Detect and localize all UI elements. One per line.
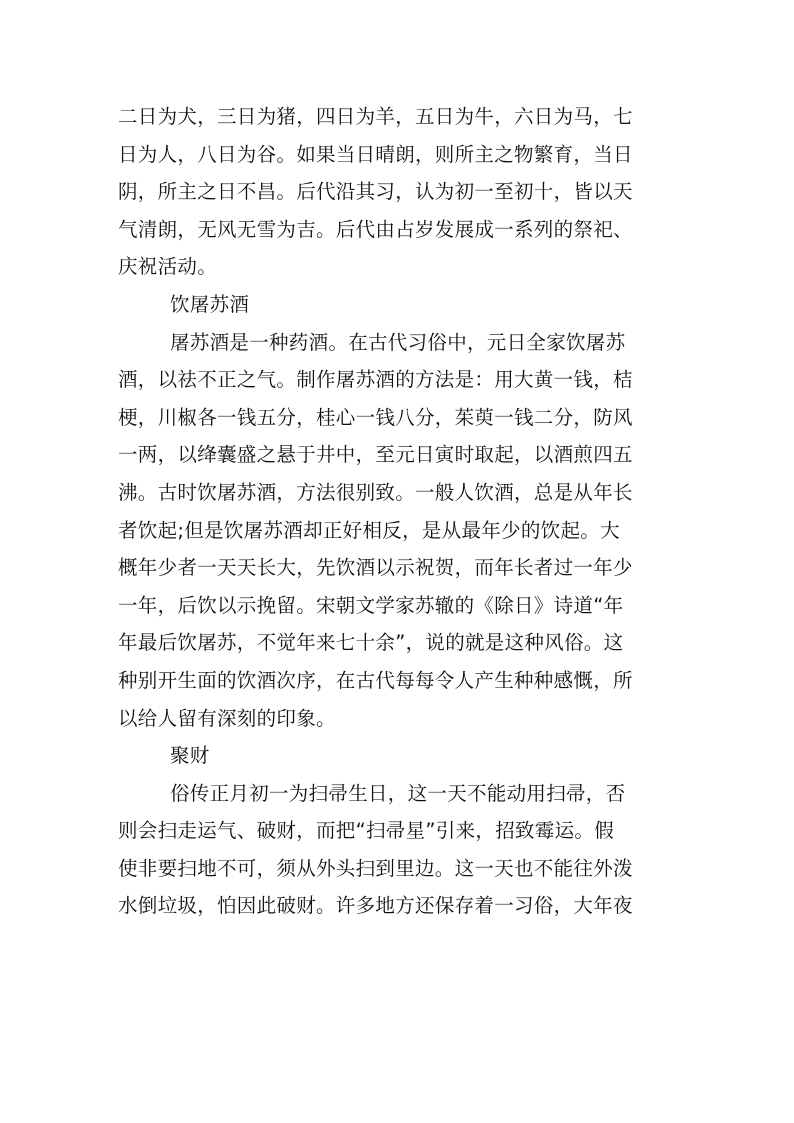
paragraph-line: 气清朗，无风无雪为吉。后代由占岁发展成一系列的祭祀、 bbox=[118, 217, 633, 241]
paragraph-line: 者饮起;但是饮屠苏酒却正好相反，是从最年少的饮起。大 bbox=[118, 518, 620, 542]
paragraph-line: 以给人留有深刻的印象。 bbox=[118, 706, 336, 730]
paragraph-line-indented: 聚财 bbox=[170, 744, 210, 768]
paragraph-line: 一年，后饮以示挽留。宋朝文学家苏辙的《除日》诗道“年 bbox=[118, 593, 624, 617]
paragraph-line: 二日为犬，三日为猪，四日为羊，五日为牛，六日为马，七 bbox=[118, 105, 633, 128]
paragraph-line: 庆祝活动。 bbox=[118, 255, 218, 279]
paragraph-line-indented: 饮屠苏酒 bbox=[170, 292, 250, 316]
paragraph-line: 则会扫走运气、破财，而把“扫帚星”引来，招致霉运。假 bbox=[118, 819, 615, 843]
paragraph-line: 沸。古时饮屠苏酒，方法很别致。一般人饮酒，总是从年长 bbox=[118, 480, 633, 504]
paragraph-line: 阴，所主之日不昌。后代沿其习，认为初一至初十，皆以天 bbox=[118, 180, 633, 204]
paragraph-line-indented: 俗传正月初一为扫帚生日，这一天不能动用扫帚，否 bbox=[170, 781, 626, 805]
paragraph-line: 一两，以绛囊盛之悬于井中，至元日寅时取起，以酒煎四五 bbox=[118, 443, 633, 467]
paragraph-line: 概年少者一天天长大，先饮酒以示祝贺，而年长者过一年少 bbox=[118, 556, 633, 580]
paragraph-line: 水倒垃圾，怕因此破财。许多地方还保存着一习俗，大年夜 bbox=[118, 894, 633, 918]
paragraph-line-indented: 屠苏酒是一种药酒。在古代习俗中，元日全家饮屠苏 bbox=[170, 330, 626, 354]
body-text bbox=[118, 98, 688, 925]
paragraph-line: 日为人，八日为谷。如果当日晴朗，则所主之物繁育，当日 bbox=[118, 142, 633, 166]
paragraph-line: 梗，川椒各一钱五分，桂心一钱八分，茱萸一钱二分，防风 bbox=[118, 405, 633, 429]
paragraph-line: 种别开生面的饮酒次序，在古代每每令人产生种种感慨，所 bbox=[118, 668, 633, 692]
paragraph-line: 酒，以祛不正之气。制作屠苏酒的方法是：用大黄一钱，桔 bbox=[118, 368, 633, 392]
paragraph-line: 年最后饮屠苏，不觉年来七十余”，说的就是这种风俗。这 bbox=[118, 631, 624, 655]
paragraph-line: 使非要扫地不可，须从外头扫到里边。这一天也不能往外泼 bbox=[118, 856, 633, 880]
